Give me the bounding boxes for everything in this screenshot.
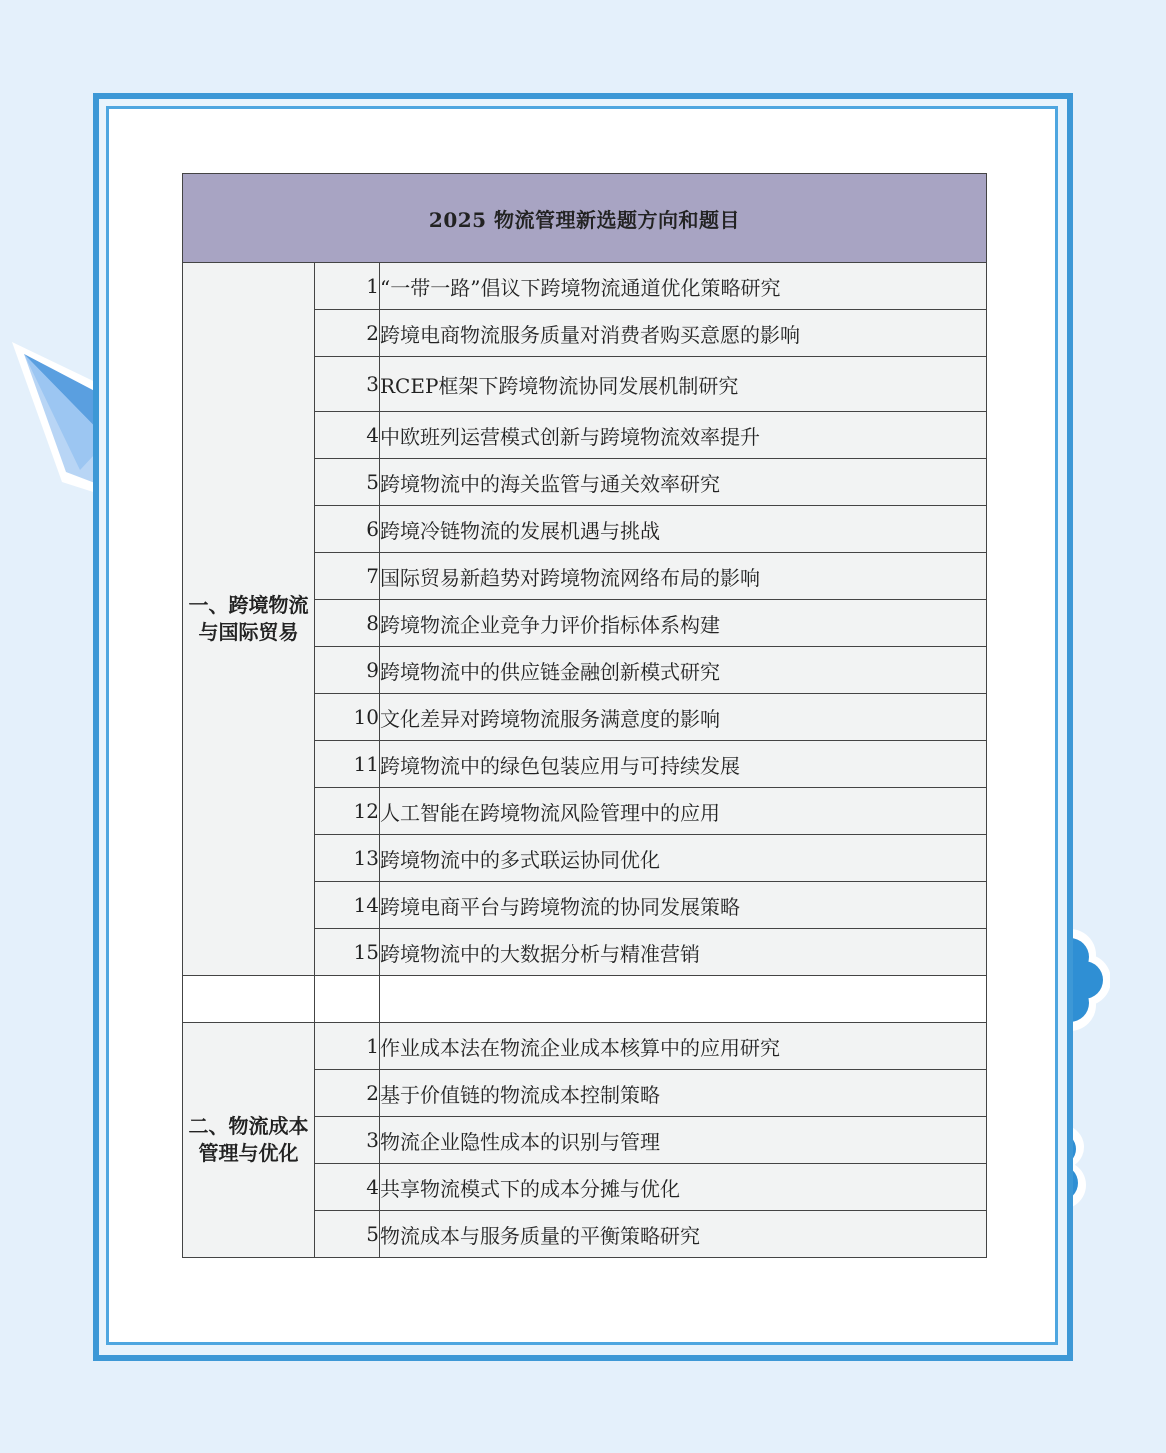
blank-row <box>183 976 987 1023</box>
topic-number: 4 <box>315 1164 380 1211</box>
category-label: 一、跨境物流与国际贸易 <box>183 263 315 976</box>
topic-title: 基于价值链的物流成本控制策略 <box>380 1070 987 1117</box>
topic-title: 跨境物流中的大数据分析与精准营销 <box>380 929 987 976</box>
topic-title: 跨境冷链物流的发展机遇与挑战 <box>380 506 987 553</box>
blank-cell <box>183 976 315 1023</box>
category-label: 二、物流成本管理与优化 <box>183 1023 315 1258</box>
topic-number: 4 <box>315 412 380 459</box>
topic-number: 10 <box>315 694 380 741</box>
topic-title: 跨境电商物流服务质量对消费者购买意愿的影响 <box>380 310 987 357</box>
topic-number: 6 <box>315 506 380 553</box>
topic-title: 跨境物流中的海关监管与通关效率研究 <box>380 459 987 506</box>
topic-number: 2 <box>315 310 380 357</box>
topic-title: 文化差异对跨境物流服务满意度的影响 <box>380 694 987 741</box>
topic-title: 国际贸易新趋势对跨境物流网络布局的影响 <box>380 553 987 600</box>
table-row <box>183 1023 987 1070</box>
topic-number: 9 <box>315 647 380 694</box>
topic-title: RCEP框架下跨境物流协同发展机制研究 <box>380 357 987 412</box>
topic-title: 物流成本与服务质量的平衡策略研究 <box>380 1211 987 1258</box>
topic-number: 7 <box>315 553 380 600</box>
topic-number: 12 <box>315 788 380 835</box>
blank-cell <box>315 976 380 1023</box>
topic-title: 跨境物流企业竞争力评价指标体系构建 <box>380 600 987 647</box>
topic-number: 1 <box>315 263 380 310</box>
topic-number: 11 <box>315 741 380 788</box>
blank-cell <box>380 976 987 1023</box>
topic-title: 跨境物流中的绿色包装应用与可持续发展 <box>380 741 987 788</box>
table-row <box>183 263 987 310</box>
topic-title: “一带一路”倡议下跨境物流通道优化策略研究 <box>380 263 987 310</box>
topic-title: 共享物流模式下的成本分摊与优化 <box>380 1164 987 1211</box>
topic-title: 跨境物流中的多式联运协同优化 <box>380 835 987 882</box>
topic-number: 3 <box>315 357 380 412</box>
topic-title: 中欧班列运营模式创新与跨境物流效率提升 <box>380 412 987 459</box>
topic-title: 人工智能在跨境物流风险管理中的应用 <box>380 788 987 835</box>
topic-number: 13 <box>315 835 380 882</box>
topic-number: 5 <box>315 459 380 506</box>
topic-number: 1 <box>315 1023 380 1070</box>
topic-number: 14 <box>315 882 380 929</box>
topics-table <box>182 173 987 1258</box>
topic-title: 跨境电商平台与跨境物流的协同发展策略 <box>380 882 987 929</box>
topic-number: 15 <box>315 929 380 976</box>
topic-number: 3 <box>315 1117 380 1164</box>
page-title: 2025 物流管理新选题方向和题目 <box>183 174 987 263</box>
topic-title: 作业成本法在物流企业成本核算中的应用研究 <box>380 1023 987 1070</box>
topic-number: 8 <box>315 600 380 647</box>
topic-number: 2 <box>315 1070 380 1117</box>
topic-title: 物流企业隐性成本的识别与管理 <box>380 1117 987 1164</box>
topic-number: 5 <box>315 1211 380 1258</box>
topic-title: 跨境物流中的供应链金融创新模式研究 <box>380 647 987 694</box>
